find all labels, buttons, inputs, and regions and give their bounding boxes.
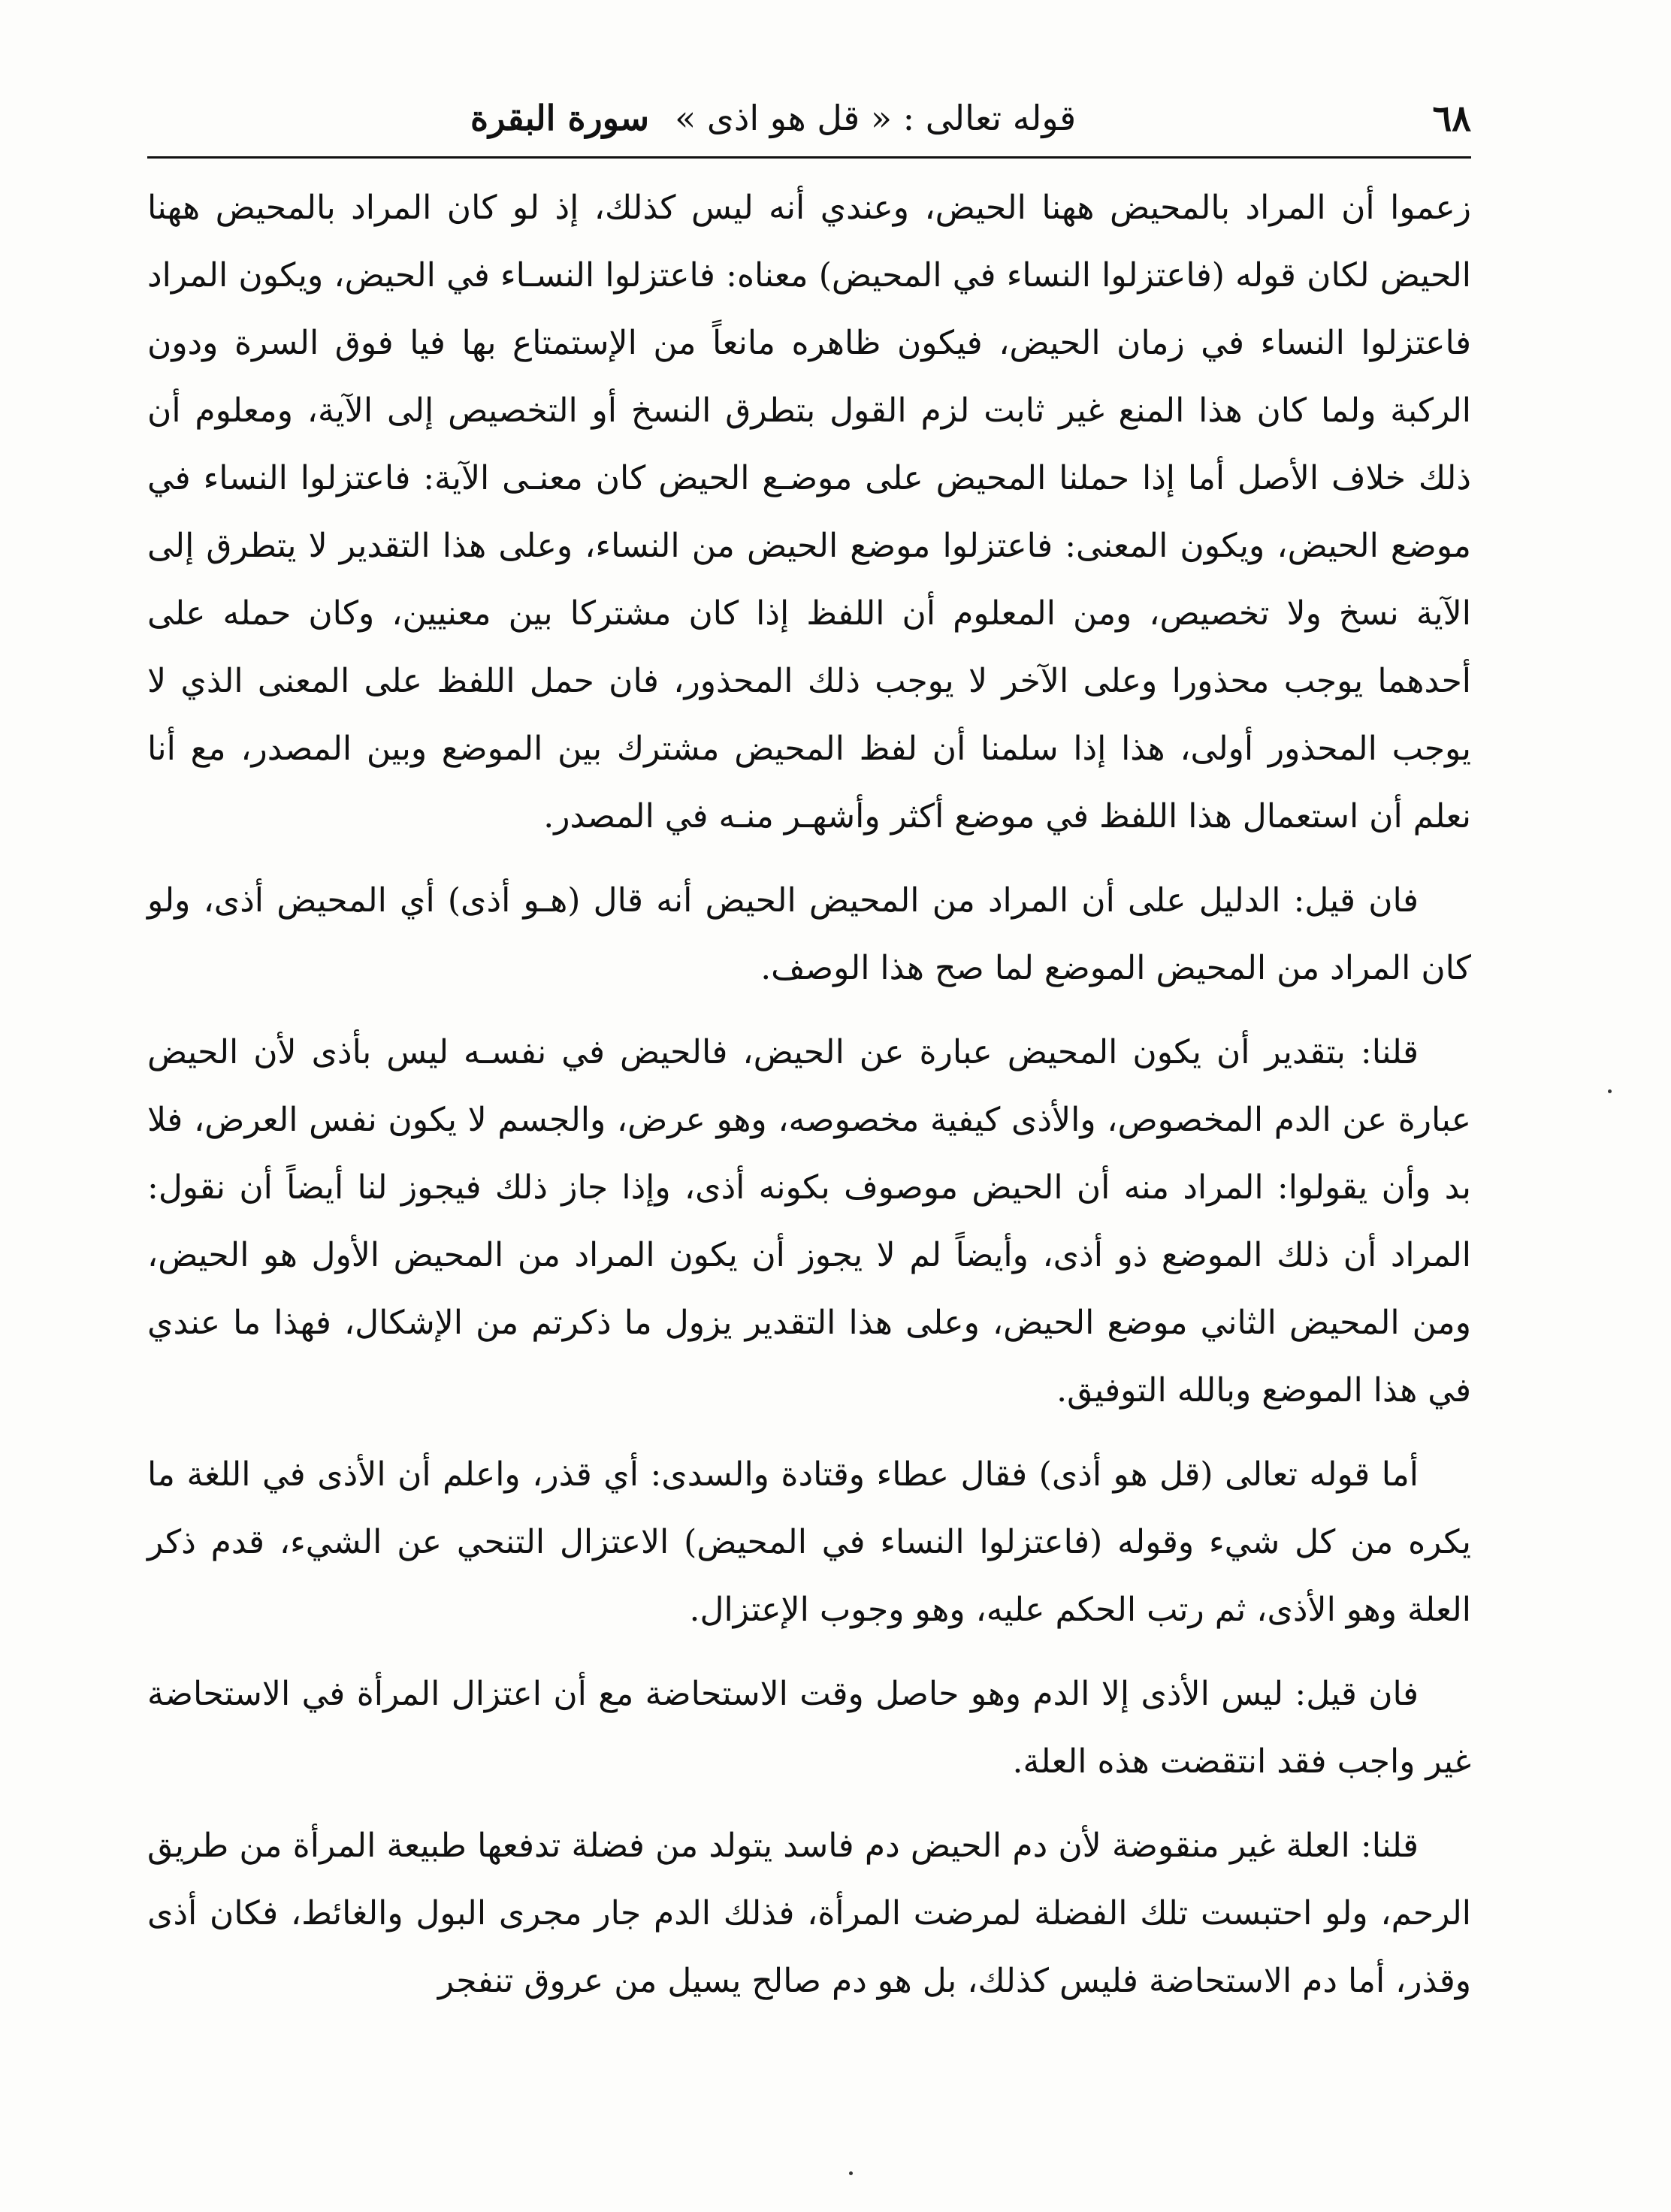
- paragraph-3: قلنا: بتقدير أن يكون المحيض عبارة عن الحيض، فالحيض في نفسـه ليس بأذى لأن الحيض عبارة عن الدم المخصوص، والأذى كيفية مخصوصه، وهو عرض، والجسم لا يكون نفس العرض، فلا بد وأن يقولوا: المراد منه أن الحيض موصوف بكونه أذى، وإذا جاز ذلك فيجوز لنا أيضاً أن نقول: المراد أن ذلك الموضع ذو أذى، وأيضاً لم لا يجوز أن يكون المراد من المحيض الأول هو الحيض، ومن المحيض الثاني موضع الحيض، وعلى هذا التقدير يزول ما ذكرتم من الإشكال، فهذا ما عندي في هذا الموضع وبالله التوفيق.: [147, 1033, 1472, 1410]
- header-rule: [147, 156, 1471, 159]
- page-header: [147, 90, 1471, 155]
- running-title: قوله تعالى : « قل هو اذى »: [675, 98, 1077, 138]
- scan-speck: [1608, 1089, 1612, 1093]
- paragraph-6: قلنا: العلة غير منقوضة لأن دم الحيض دم فاسد يتولد من فضلة تدفعها طبيعة المرأة من طريق الرحم، ولو احتبست تلك الفضلة لمرضت المرأة، فذلك الدم جار مجرى البول والغائط، فكان أذى وقذر، أما دم الاستحاضة فليس كذلك، بل هو دم صالح يسيل من عروق تنفجر: [147, 1827, 1471, 2000]
- surah-name: سورة البقرة: [470, 98, 650, 138]
- page-number: ٦٨: [1432, 98, 1471, 140]
- scan-speck: [849, 2171, 853, 2175]
- paragraph-5: فان قيل: ليس الأذى إلا الدم وهو حاصل وقت الاستحاضة مع أن اعتزال المرأة في الاستحاضة غير واجب فقد انتقضت هذه العلة.: [147, 1675, 1471, 1781]
- paragraph-4: أما قوله تعالى (قل هو أذى) فقال عطاء وقتادة والسدى: أي قذر، واعلم أن الأذى في اللغة ما يكره من كل شيء وقوله (فاعتزلوا النساء في المحيض) الاعتزال التنحي عن الشيء، قدم ذكر العلة وهو الأذى، ثم رتب الحكم عليه، وهو وجوب الإعتزال.: [147, 1455, 1471, 1629]
- paragraph-2: فان قيل: الدليل على أن المراد من المحيض الحيض أنه قال (هـو أذى) أي المحيض أذى، ولو كان المراد من المحيض الموضع لما صح هذا الوصف.: [147, 881, 1471, 987]
- paragraph-1: زعموا أن المراد بالمحيض ههنا الحيض، وعندي أنه ليس كذلك، إذ لو كان المراد بالمحيض ههنا الحيض لكان قوله (فاعتزلوا النساء في المحيض) معناه: فاعتزلوا النسـاء في الحيض، ويكون المراد فاعتزلوا النساء في زمان الحيض، فيكون ظاهره مانعاً من الإستمتاع بها فيا فوق السرة ودون الركبة ولما كان هذا المنع غير ثابت لزم القول بتطرق النسخ أو التخصيص إلى الآية، ومعلوم أن ذلك خلاف الأصل أما إذا حملنا المحيض على موضـع الحيض كان معنـى الآية: فاعتزلوا النساء في موضع الحيض، ويكون المعنى: فاعتزلوا موضع الحيض من النساء، وعلى هذا التقدير لا يتطرق إلى الآية نسخ ولا تخصيص، ومن المعلوم أن اللفظ إذا كان مشتركا بين معنيين، وكان حمله على أحدهما يوجب محذورا وعلى الآخر لا يوجب ذلك المحذور، فان حمل اللفظ على المعنى الذي لا يوجب المحذور أولى، هذا إذا سلمنا أن لفظ المحيض مشترك بين الموضع وبين المصدر، مع أنا نعلم أن استعمال هذا اللفظ في موضع أكثر وأشهـر منـه في المصدر.: [147, 189, 1471, 836]
- running-header: [470, 98, 1076, 138]
- page-body: [147, 174, 1471, 2158]
